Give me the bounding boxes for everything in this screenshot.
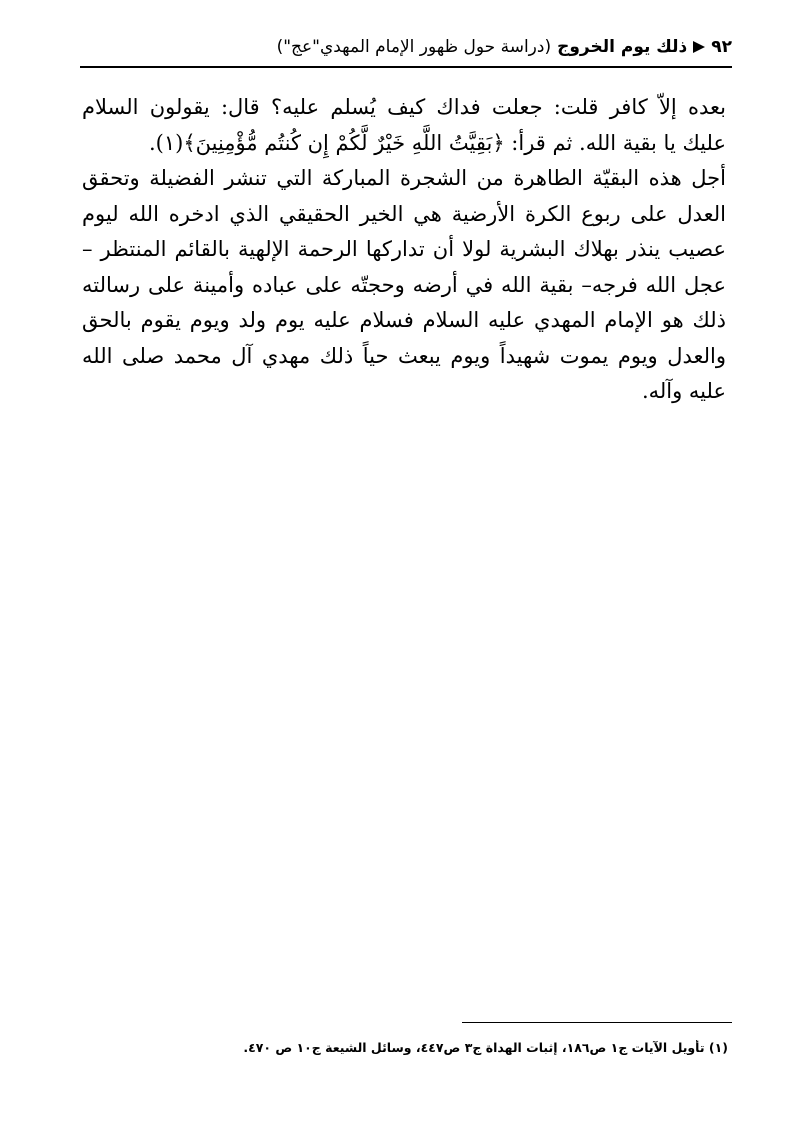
chapter-subtitle: (دراسة حول ظهور الإمام المهدي"عج") bbox=[276, 37, 552, 57]
body-text bbox=[82, 90, 726, 410]
chapter-title: ذلك يوم الخروج bbox=[557, 37, 688, 57]
page-header bbox=[80, 30, 732, 64]
header-divider bbox=[80, 66, 732, 68]
footnote-divider bbox=[462, 1022, 732, 1023]
paragraph-2: أجل هذه البقيّة الطاهرة من الشجرة المباركة التي تنشر الفضيلة وتحقق العدل على ربوع الكرة الأرضية هي الخير الحقيقي الذي ادخره الله ليوم عصيب ينذر بهلاك البشرية لولا أن تداركها الرحمة الإلهية بالقائم المنتظر – عجل الله فرجه– بقية الله في أرضه وحجتّه على عباده وأمينة على رسالته ذلك هو الإمام المهدي عليه السلام فسلام عليه يوم ولد ويوم يقوم بالحق والعدل ويوم يموت شهيداً ويوم يبعث حياً ذلك مهدي آل محمد صلى الله عليه وآله. bbox=[82, 166, 726, 403]
arrow-icon bbox=[693, 41, 705, 53]
page-number: ٩٢ bbox=[711, 37, 732, 57]
paragraph-1: بعده إلاّ كافر قلت: جعلت فداك كيف يُسلم عليه؟ قال: يقولون السلام عليك يا بقية الله. ثم قرأ: ﴿بَقِيَّتُ اللَّهِ خَيْرٌ لَّكُمْ إِن كُنتُم مُّؤْمِنِينَ﴾(١). bbox=[82, 95, 726, 155]
footnote: (١) تأويل الآيات ج١ ص١٨٦، إثبات الهداة ج٣ ص٤٤٧، وسائل الشيعة ج١٠ ص ٤٧٠. bbox=[243, 1040, 728, 1055]
